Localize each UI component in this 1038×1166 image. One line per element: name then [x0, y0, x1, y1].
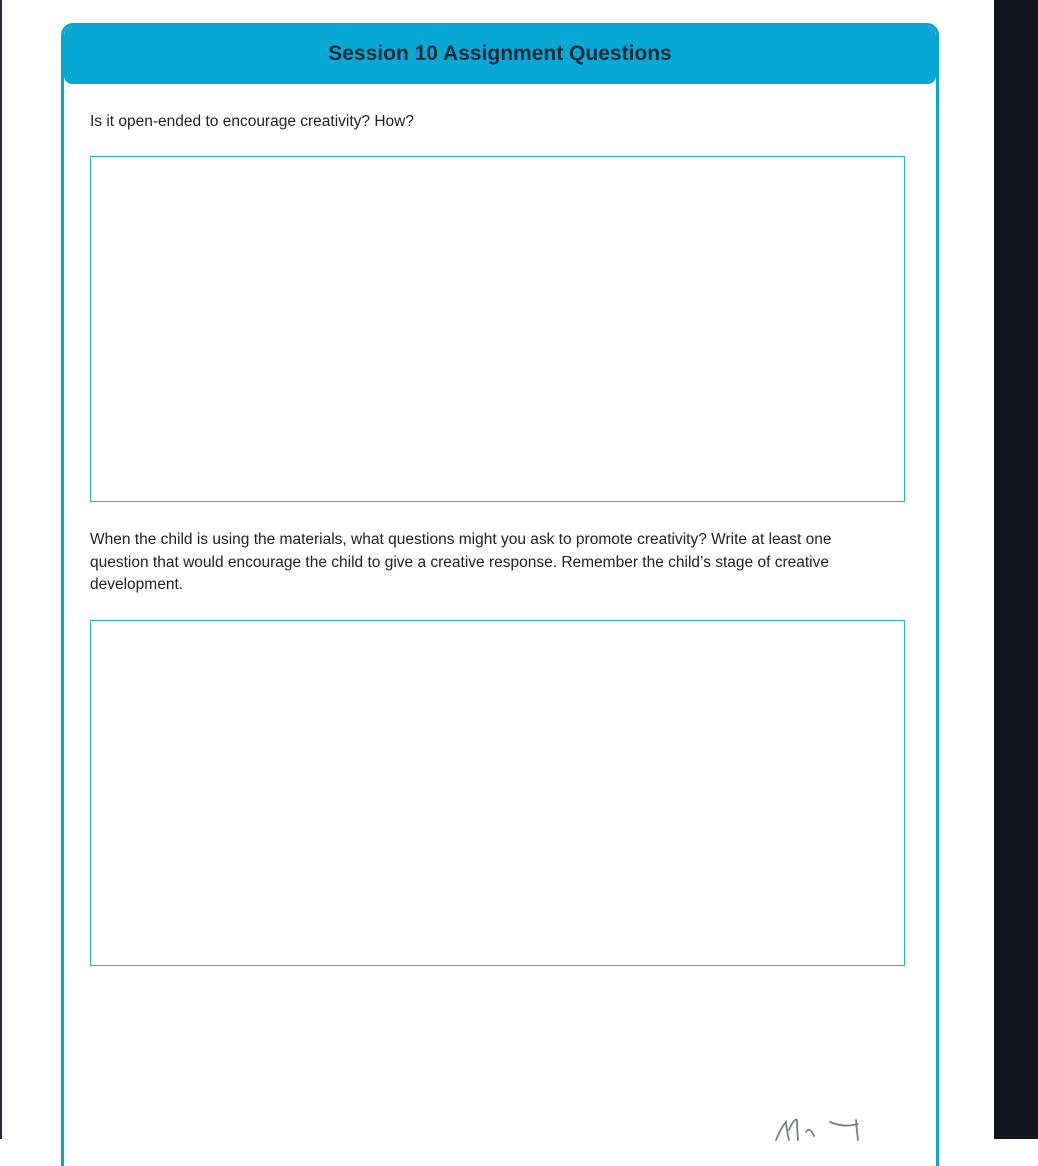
- viewer-side-panel: [994, 0, 1038, 1139]
- answer-box-2[interactable]: [90, 620, 905, 966]
- answer-box-1[interactable]: [90, 156, 905, 502]
- page-title: Session 10 Assignment Questions: [328, 42, 672, 65]
- left-edge: [0, 0, 2, 1139]
- assignment-page: [61, 23, 939, 1166]
- question-2: When the child is using the materials, what questions might you ask to promote creativity? Write at least one question that would encourage the child to give a creative response. Remember the child’s stage of creative development.: [90, 531, 832, 593]
- question-1: Is it open-ended to encourage creativity? How?: [90, 113, 414, 130]
- signature-icon: [770, 1112, 870, 1142]
- header-banner: [64, 26, 936, 84]
